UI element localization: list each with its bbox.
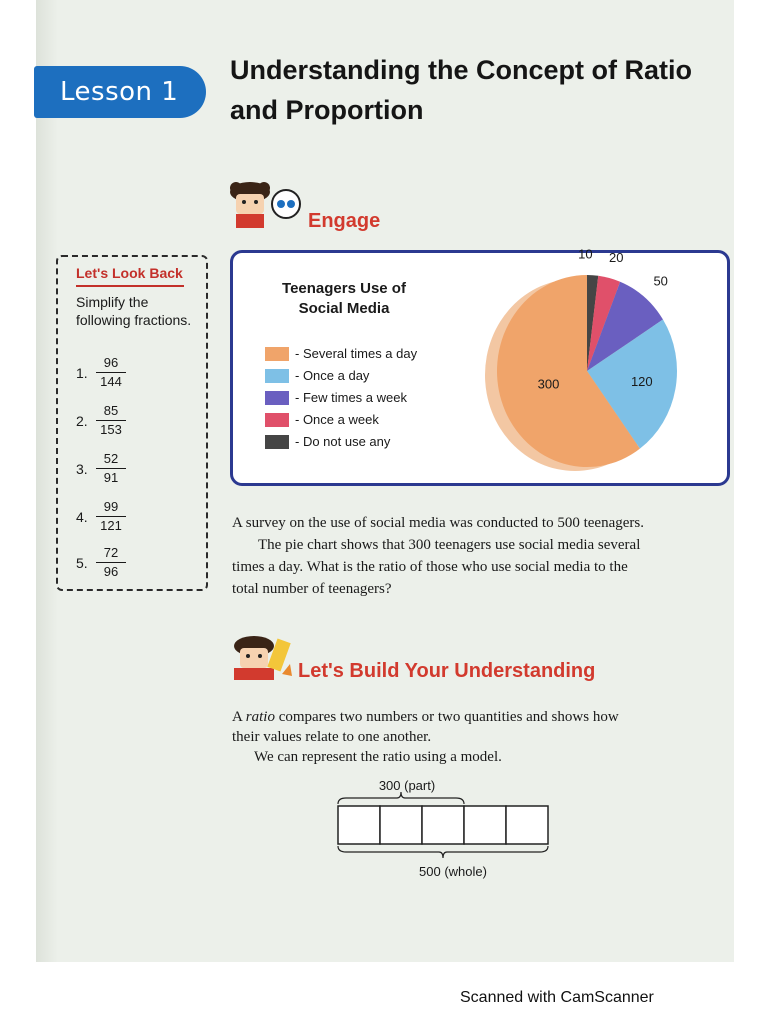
item-number: 4. (76, 509, 88, 525)
denominator: 144 (100, 374, 122, 389)
whole-brace (338, 846, 548, 858)
look-back-instruction: Simplify the following fractions. (76, 294, 192, 328)
student-mascot-icon (230, 182, 278, 230)
look-back-underline (76, 285, 184, 287)
fraction (96, 499, 126, 534)
lesson-label: Lesson 1 (60, 77, 179, 107)
ratio-definition-line: their values relate to one another. (232, 729, 432, 745)
pie-data-label: 300 (537, 376, 560, 392)
legend-swatch (265, 413, 289, 427)
survey-paragraph-line: The pie chart shows that 300 teenagers use social media several (258, 537, 641, 553)
denominator: 96 (103, 564, 119, 579)
fraction-bar (96, 372, 126, 373)
whole-label: 500 (whole) (419, 864, 487, 879)
model-box (506, 806, 548, 844)
ratio-definition-line: We can represent the ratio using a model. (254, 749, 502, 765)
title-line-2: and Proportion (230, 95, 424, 125)
legend-swatch (265, 435, 289, 449)
part-brace (338, 792, 464, 804)
numerator: 52 (103, 451, 119, 466)
engage-heading: Engage (308, 210, 381, 232)
title-line-1: Understanding the Concept of Ratio (230, 55, 692, 85)
numerator: 96 (103, 355, 119, 370)
part-label: 300 (part) (378, 778, 436, 793)
scanner-watermark: Scanned with CamScanner (460, 989, 654, 1006)
pie-data-label: 120 (630, 374, 653, 390)
fraction-bar (96, 468, 126, 469)
model-box (380, 806, 422, 844)
ratio-term: ratio (245, 709, 275, 725)
chart-title: Teenagers Use of Social Media (282, 280, 406, 317)
pie-data-label: 10 (578, 246, 593, 262)
item-number: 1. (76, 365, 88, 381)
legend-label: - Once a week (295, 412, 379, 427)
lets-look-back-box (56, 255, 208, 591)
item-number: 2. (76, 413, 88, 429)
pie-data-label: 50 (653, 273, 668, 289)
denominator: 153 (100, 422, 122, 437)
pie-chart (453, 246, 723, 483)
numerator: 72 (103, 545, 119, 560)
denominator: 91 (103, 470, 119, 485)
pie-chart-panel (230, 246, 730, 486)
survey-paragraph-line: A survey on the use of social media was conducted to 500 teenagers. (232, 515, 644, 531)
item-number: 3. (76, 461, 88, 477)
numerator: 85 (103, 403, 119, 418)
fraction-bar (96, 516, 126, 517)
model-box (338, 806, 380, 844)
legend-label: - Several times a day (295, 346, 418, 361)
fraction-bar (96, 562, 126, 563)
legend-label: - Once a day (295, 368, 370, 383)
fraction (96, 545, 126, 580)
build-understanding-heading: Let's Build Your Understanding (298, 660, 596, 682)
survey-paragraph-line: total number of teenagers? (232, 581, 392, 597)
fraction-bar (96, 420, 126, 421)
fraction (96, 355, 126, 390)
text-span: A (232, 709, 246, 725)
legend-swatch (265, 391, 289, 405)
numerator: 99 (103, 499, 119, 514)
legend-swatch (265, 369, 289, 383)
page-spine-shadow (36, 0, 58, 962)
item-number: 5. (76, 555, 88, 571)
pie-data-label: 20 (609, 249, 624, 265)
student-writing-mascot-icon (232, 634, 294, 682)
model-box (422, 806, 464, 844)
legend-swatch (265, 347, 289, 361)
survey-paragraph-line: times a day. What is the ratio of those who use social media to the (232, 559, 628, 575)
ratio-model-diagram (330, 778, 560, 879)
fraction (96, 451, 126, 486)
look-back-title: Let's Look Back (76, 265, 183, 281)
legend-label: - Do not use any (295, 434, 391, 449)
lesson-banner (34, 66, 206, 118)
fraction (96, 403, 126, 438)
model-box (464, 806, 506, 844)
ratio-definition-line (232, 706, 619, 728)
denominator: 121 (100, 518, 122, 533)
page-title (230, 50, 730, 130)
legend-label: - Few times a week (295, 390, 407, 405)
text-span: compares two numbers or two quantities and shows how (274, 709, 619, 725)
